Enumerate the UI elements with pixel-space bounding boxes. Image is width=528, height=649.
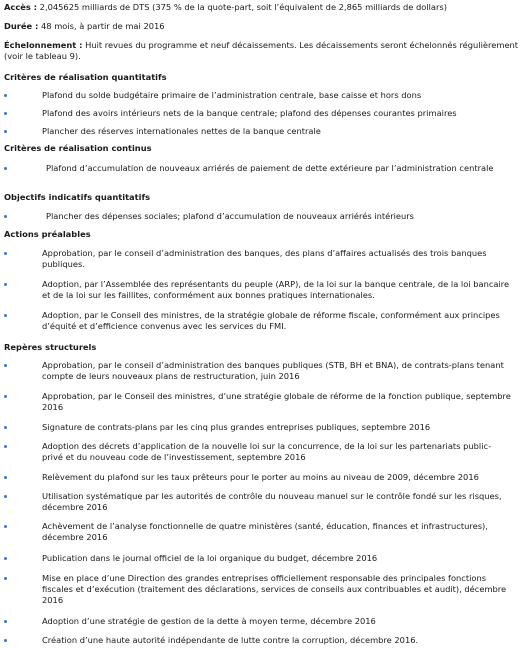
bullet-icon	[4, 639, 7, 642]
section-heading: Actions préalables	[4, 229, 91, 239]
bullet-icon	[4, 167, 7, 170]
bullet-icon	[4, 620, 7, 623]
bullet-icon	[4, 112, 7, 115]
bullet-icon	[4, 314, 7, 317]
echelonnement-line	[4, 40, 520, 62]
list-item-text: Approbation, par le conseil d’administration des banques, des plans d’affaires actualisés des trois banques publiques.	[42, 248, 487, 270]
acces-line	[4, 2, 520, 13]
list-item-text: Signature de contrats-plans par les cinq plus grandes entreprises publiques, septembre 2016	[42, 422, 431, 432]
list-item-text: Achèvement de l’analyse fonctionnelle de quatre ministères (santé, éducation, finances et infrastructures), décembre 2016	[42, 521, 488, 543]
bullet-icon	[4, 445, 7, 448]
duree-line	[4, 21, 520, 32]
list-item-text: Publication dans le journal officiel de la loi organique du budget, décembre 2016	[42, 553, 378, 563]
bullet-icon	[4, 557, 7, 560]
bullet-icon	[4, 525, 7, 528]
bullet-icon	[4, 577, 7, 580]
acces-text: 2,045625 milliards de DTS (375 % de la quote-part, soit l’équivalent de 2,865 milliards de dollars)	[37, 2, 447, 12]
bullet-icon	[4, 215, 7, 218]
bullet-icon	[4, 130, 7, 133]
list-item-text: Adoption des décrets d’application de la nouvelle loi sur la concurrence, de la loi sur les partenariats public-privé et du nouveau code de l’investissement, septembre 2016	[42, 441, 492, 463]
bullet-icon	[4, 395, 7, 398]
list-item-text: Création d’une haute autorité indépendante de lutte contre la corruption, décembre 2016.	[42, 635, 419, 645]
list-item-text: Plafond du solde budgétaire primaire de l’administration centrale, base caisse et hors dons	[42, 90, 422, 100]
bullet-icon	[4, 426, 7, 429]
list-item-text: Plancher des dépenses sociales; plafond d’accumulation de nouveaux arriérés intérieurs	[46, 211, 415, 221]
bullet-icon	[4, 495, 7, 498]
duree-label: Durée :	[4, 21, 39, 31]
bullet-icon	[4, 476, 7, 479]
duree-text: 48 mois, à partir de mai 2016	[38, 21, 165, 31]
section-heading: Critères de réalisation quantitatifs	[4, 72, 167, 82]
acces-label: Accès :	[4, 2, 38, 12]
bullet-icon	[4, 252, 7, 255]
list-item-text: Relèvement du plafond sur les taux prêteurs pour le porter au moins au niveau de 2009, décembre 2016	[42, 472, 479, 482]
list-item-text: Utilisation systématique par les autorités de contrôle du nouveau manuel sur le contrôle fondé sur les risques, décembre 2016	[42, 491, 502, 513]
list-item-text: Plafond des avoirs intérieurs nets de la banque centrale; plafond des dépenses courantes primaires	[42, 108, 457, 118]
echelonnement-text: Huit revues du programme et neuf décaissements. Les décaissements seront échelonnés régulièrement (voir le tableau 9).	[4, 40, 519, 62]
bullet-icon	[4, 94, 7, 97]
list-item-text: Plafond d’accumulation de nouveaux arriérés de paiement de dette extérieure par l’administration centrale	[46, 163, 494, 173]
list-item-text: Adoption d’une stratégie de gestion de la dette à moyen terme, décembre 2016	[42, 616, 376, 626]
bullet-icon	[4, 364, 7, 367]
bullet-icon	[4, 283, 7, 286]
section-heading: Objectifs indicatifs quantitatifs	[4, 192, 151, 202]
list-item-text: Mise en place d’une Direction des grandes entreprises officiellement responsable des principales fonctions fiscales et d’exécution (traitement des déclarations, services de conseils aux contribuables et audit), décembre 2016	[42, 573, 507, 606]
list-item-text: Adoption, par le Conseil des ministres, de la stratégie globale de réforme fiscale, conformément aux principes d’équité et d’efficience convenus avec les services du FMI.	[42, 310, 500, 332]
list-item-text: Plancher des réserves internationales nettes de la banque centrale	[42, 126, 321, 136]
section-heading: Repères structurels	[4, 342, 97, 352]
list-item-text: Adoption, par l’Assemblée des représentants du peuple (ARP), de la loi sur la banque centrale, de la loi bancaire et de la loi sur les faillites, conformément aux bonnes pratiques internationales.	[42, 279, 510, 301]
list-item-text: Approbation, par le conseil d’administration des banques publiques (STB, BH et BNA), de contrats-plans tenant compte de leurs nouveaux plans de restructuration, juin 2016	[42, 360, 504, 382]
list-item-text: Approbation, par le Conseil des ministres, d’une stratégie globale de réforme de la fonction publique, septembre 2016	[42, 391, 511, 413]
section-heading: Critères de réalisation continus	[4, 143, 152, 153]
echelonnement-label: Échelonnement :	[4, 40, 83, 50]
